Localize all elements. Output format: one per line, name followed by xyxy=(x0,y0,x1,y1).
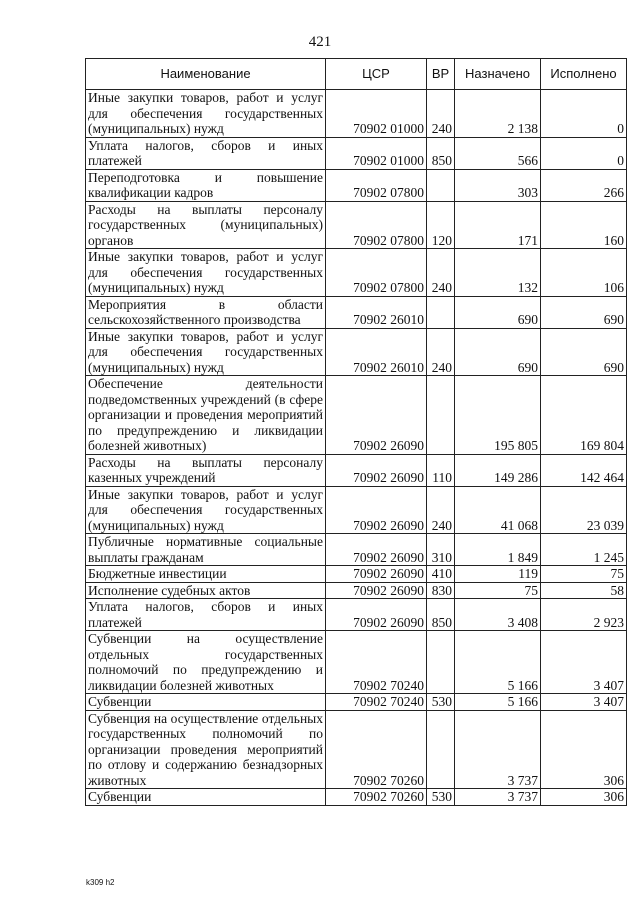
cell-csr: 70902 26010 xyxy=(326,328,427,376)
cell-csr: 70902 26090 xyxy=(326,582,427,599)
cell-name: Публичные нормативные социальные выплаты гражданам xyxy=(86,534,326,566)
cell-assigned: 690 xyxy=(455,296,541,328)
footer-code: k309 h2 xyxy=(86,878,115,887)
header-csr: ЦСР xyxy=(326,59,427,90)
table-row xyxy=(86,566,627,583)
cell-vr: 530 xyxy=(427,694,455,711)
cell-name: Исполнение судебных актов xyxy=(86,582,326,599)
cell-assigned: 3 737 xyxy=(455,710,541,789)
cell-executed: 75 xyxy=(541,566,627,583)
cell-assigned: 303 xyxy=(455,169,541,201)
cell-csr: 70902 26090 xyxy=(326,599,427,631)
cell-csr: 70902 26090 xyxy=(326,454,427,486)
header-assigned: Назначено xyxy=(455,59,541,90)
cell-csr: 70902 01000 xyxy=(326,90,427,138)
cell-vr xyxy=(427,296,455,328)
cell-csr: 70902 70260 xyxy=(326,789,427,806)
cell-assigned: 75 xyxy=(455,582,541,599)
cell-executed: 58 xyxy=(541,582,627,599)
cell-assigned: 149 286 xyxy=(455,454,541,486)
cell-executed: 0 xyxy=(541,137,627,169)
cell-executed: 169 804 xyxy=(541,376,627,455)
cell-csr: 70902 26090 xyxy=(326,534,427,566)
cell-name: Субвенции xyxy=(86,694,326,711)
cell-executed: 1 245 xyxy=(541,534,627,566)
budget-table xyxy=(85,58,627,806)
cell-executed: 306 xyxy=(541,789,627,806)
cell-assigned: 5 166 xyxy=(455,694,541,711)
cell-executed: 0 xyxy=(541,90,627,138)
cell-executed: 306 xyxy=(541,710,627,789)
cell-vr xyxy=(427,169,455,201)
cell-name: Субвенция на осуществление отдельных государственных полномочий по организации проведения мероприятий по отлову и содержанию безнадзорных животных xyxy=(86,710,326,789)
cell-executed: 23 039 xyxy=(541,486,627,534)
cell-name: Обеспечение деятельности подведомственных учреждений (в сфере организации и проведения мероприятий по предупреждению и ликвидации болезней животных) xyxy=(86,376,326,455)
header-executed: Исполнено xyxy=(541,59,627,90)
table-header-row xyxy=(86,59,627,90)
cell-executed: 690 xyxy=(541,328,627,376)
cell-executed: 142 464 xyxy=(541,454,627,486)
cell-csr: 70902 26090 xyxy=(326,376,427,455)
cell-name: Бюджетные инвестиции xyxy=(86,566,326,583)
cell-vr: 850 xyxy=(427,137,455,169)
cell-name: Иные закупки товаров, работ и услуг для обеспечения государственных (муниципальных) нужд xyxy=(86,249,326,297)
cell-csr: 70902 70260 xyxy=(326,710,427,789)
cell-name: Расходы на выплаты персоналу государственных (муниципальных) органов xyxy=(86,201,326,249)
cell-vr: 310 xyxy=(427,534,455,566)
table-row xyxy=(86,249,627,297)
cell-executed: 3 407 xyxy=(541,694,627,711)
cell-vr xyxy=(427,710,455,789)
cell-vr: 240 xyxy=(427,328,455,376)
cell-vr: 120 xyxy=(427,201,455,249)
cell-csr: 70902 07800 xyxy=(326,201,427,249)
cell-executed: 266 xyxy=(541,169,627,201)
cell-vr: 830 xyxy=(427,582,455,599)
cell-assigned: 41 068 xyxy=(455,486,541,534)
table-row xyxy=(86,296,627,328)
cell-name: Субвенции xyxy=(86,789,326,806)
header-name: Наименование xyxy=(86,59,326,90)
cell-name: Иные закупки товаров, работ и услуг для обеспечения государственных (муниципальных) нужд xyxy=(86,486,326,534)
cell-assigned: 132 xyxy=(455,249,541,297)
cell-vr: 530 xyxy=(427,789,455,806)
table-row xyxy=(86,328,627,376)
cell-name: Уплата налогов, сборов и иных платежей xyxy=(86,599,326,631)
table-row xyxy=(86,169,627,201)
cell-vr xyxy=(427,376,455,455)
cell-executed: 106 xyxy=(541,249,627,297)
table-row xyxy=(86,376,627,455)
table-row xyxy=(86,90,627,138)
cell-assigned: 566 xyxy=(455,137,541,169)
cell-vr: 240 xyxy=(427,90,455,138)
cell-executed: 3 407 xyxy=(541,631,627,694)
table-row xyxy=(86,201,627,249)
cell-csr: 70902 26090 xyxy=(326,566,427,583)
cell-assigned: 171 xyxy=(455,201,541,249)
table-row xyxy=(86,694,627,711)
cell-assigned: 5 166 xyxy=(455,631,541,694)
table-row xyxy=(86,582,627,599)
cell-csr: 70902 07800 xyxy=(326,169,427,201)
cell-assigned: 195 805 xyxy=(455,376,541,455)
cell-name: Субвенции на осуществление отдельных государственных полномочий по предупреждению и ликвидации болезней животных xyxy=(86,631,326,694)
cell-vr xyxy=(427,631,455,694)
cell-csr: 70902 07800 xyxy=(326,249,427,297)
cell-assigned: 3 408 xyxy=(455,599,541,631)
cell-assigned: 119 xyxy=(455,566,541,583)
cell-vr: 110 xyxy=(427,454,455,486)
table-row xyxy=(86,599,627,631)
cell-assigned: 1 849 xyxy=(455,534,541,566)
cell-name: Иные закупки товаров, работ и услуг для обеспечения государственных (муниципальных) нужд xyxy=(86,328,326,376)
cell-name: Уплата налогов, сборов и иных платежей xyxy=(86,137,326,169)
cell-csr: 70902 26010 xyxy=(326,296,427,328)
cell-vr: 850 xyxy=(427,599,455,631)
table-body xyxy=(86,90,627,806)
cell-assigned: 2 138 xyxy=(455,90,541,138)
table-row xyxy=(86,137,627,169)
cell-name: Переподготовка и повышение квалификации кадров xyxy=(86,169,326,201)
cell-executed: 160 xyxy=(541,201,627,249)
table-row xyxy=(86,486,627,534)
cell-csr: 70902 26090 xyxy=(326,486,427,534)
table-row xyxy=(86,534,627,566)
cell-csr: 70902 70240 xyxy=(326,694,427,711)
cell-vr: 240 xyxy=(427,486,455,534)
cell-name: Расходы на выплаты персоналу казенных учреждений xyxy=(86,454,326,486)
cell-executed: 690 xyxy=(541,296,627,328)
cell-assigned: 3 737 xyxy=(455,789,541,806)
cell-vr: 410 xyxy=(427,566,455,583)
cell-executed: 2 923 xyxy=(541,599,627,631)
table-row xyxy=(86,454,627,486)
cell-csr: 70902 01000 xyxy=(326,137,427,169)
page-number: 421 xyxy=(308,34,332,50)
cell-vr: 240 xyxy=(427,249,455,297)
cell-name: Иные закупки товаров, работ и услуг для обеспечения государственных (муниципальных) нужд xyxy=(86,90,326,138)
header-vr: ВР xyxy=(427,59,455,90)
table-row xyxy=(86,710,627,789)
table-row xyxy=(86,631,627,694)
cell-name: Мероприятия в области сельскохозяйственного производства xyxy=(86,296,326,328)
cell-csr: 70902 70240 xyxy=(326,631,427,694)
table-row xyxy=(86,789,627,806)
cell-assigned: 690 xyxy=(455,328,541,376)
